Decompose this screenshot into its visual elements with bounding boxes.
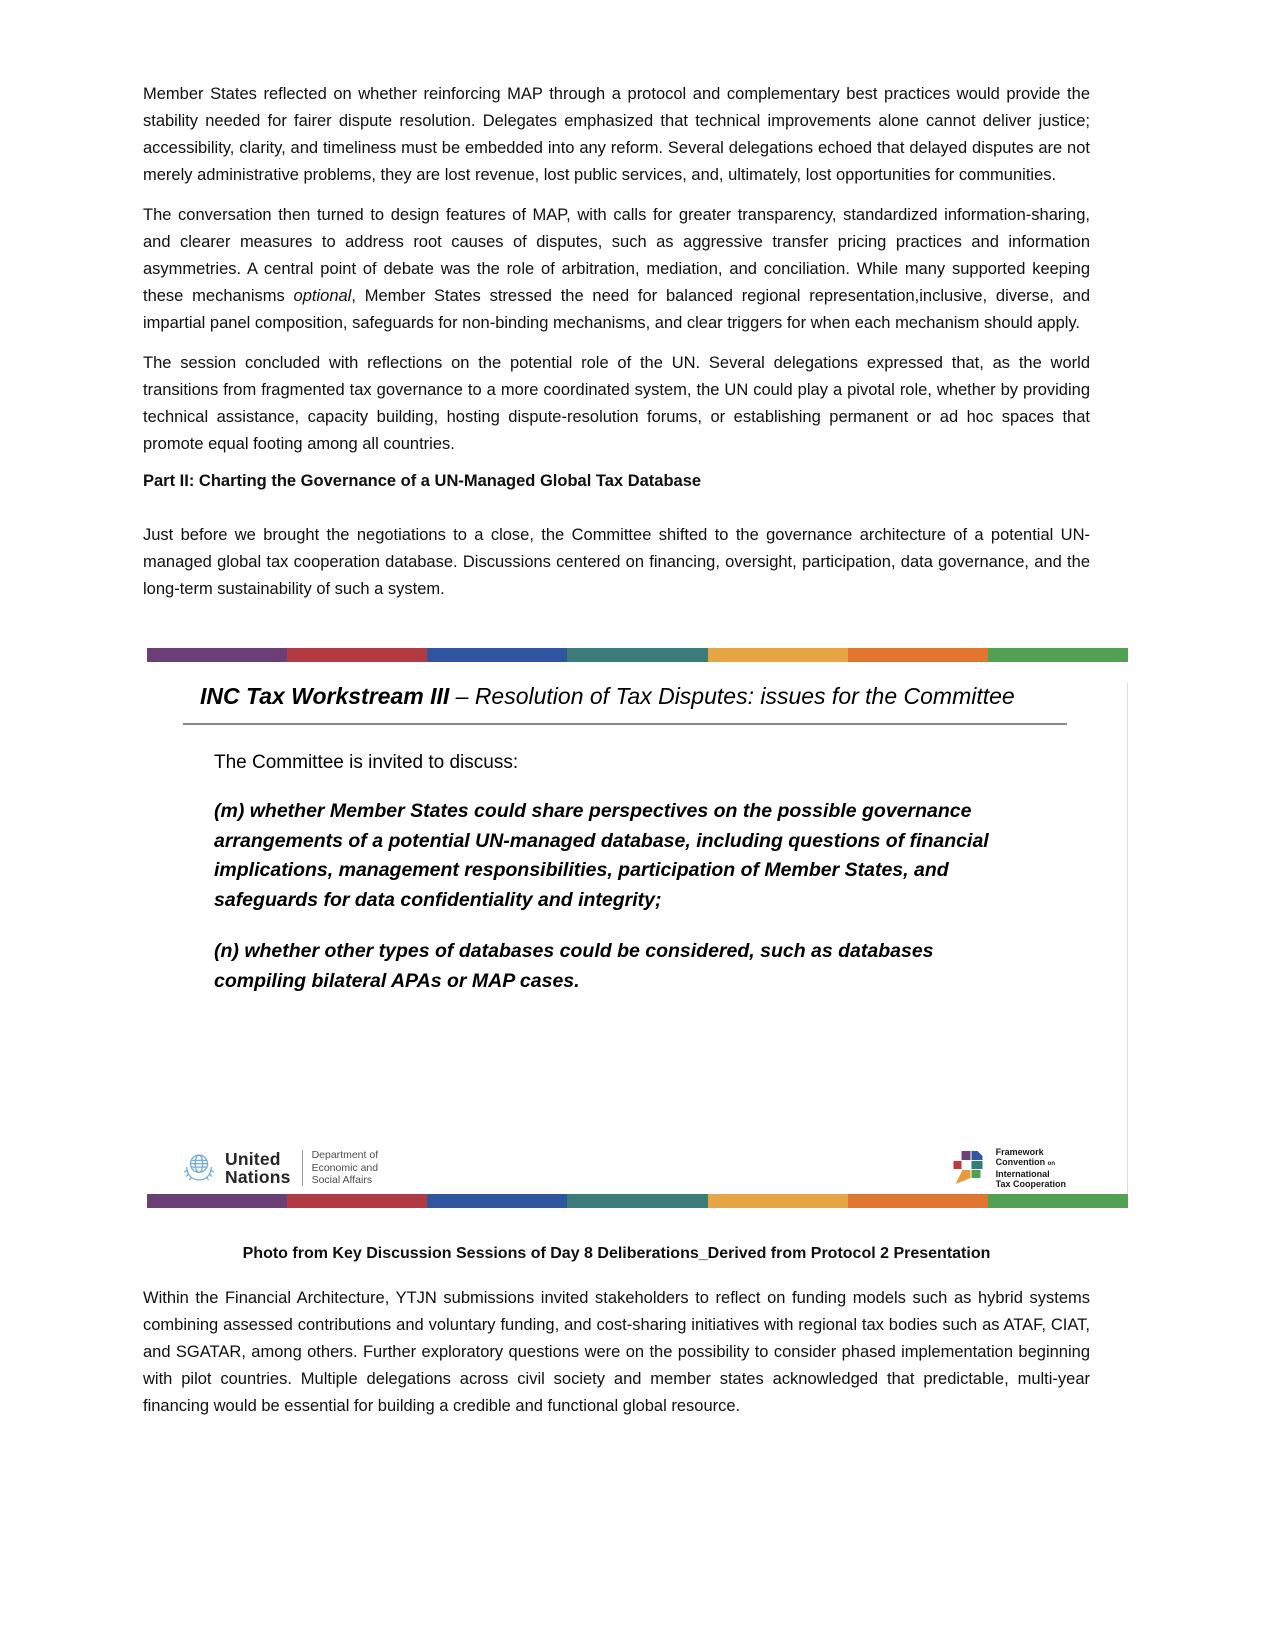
slide-title — [200, 683, 1127, 710]
un-logo — [180, 1149, 378, 1187]
paragraph-un-role: The session concluded with reflections on the potential role of the UN. Several delegations expressed that, as the world transitions from fragmented tax governance to a more coordinated system, the UN could play a pivotal role, whether by providing technical assistance, capacity building, hosting dispute-resolution forums, or establishing permanent or ad hoc spaces that promote equal footing among all countries. — [143, 354, 1090, 453]
fc-text-convention: Convention — [995, 1157, 1046, 1167]
slide-intro-text: The Committee is invited to discuss: — [214, 752, 519, 773]
fc-text-on: on — [1047, 1161, 1056, 1167]
slide-title-rest: – Resolution of Tax Disputes: issues for the Committee — [449, 683, 1015, 709]
un-dept-line3: Social Affairs — [311, 1174, 373, 1187]
photo-caption: Photo from Key Discussion Sessions of Day 8 Deliberations_Derived from Protocol 2 Presentation — [242, 1245, 991, 1262]
paragraph-map-design-features — [143, 202, 1090, 337]
framework-convention-logo — [951, 1147, 1066, 1189]
slide-title-bold: INC Tax Workstream III — [200, 683, 450, 709]
slide-content — [147, 683, 1128, 1194]
slide-bottom-stripe — [147, 1194, 1128, 1208]
fc-text-line2 — [996, 1157, 1066, 1169]
section-heading-part2: Part II: Charting the Governance of a UN-Managed Global Tax Database — [143, 472, 702, 490]
optional-italic-word: optional — [293, 287, 352, 305]
slide-title-rule — [183, 723, 1067, 725]
slide-logos-row — [180, 1147, 1066, 1189]
slide-item-m: (m) whether Member States could share perspectives on the possible governance arrangements of a potential UN-managed database, including questions of financial implications, management responsibilities, participation of Member States, and safeguards for data confidentiality and integrity; — [214, 800, 989, 911]
fc-text-line1: Framework — [995, 1147, 1044, 1157]
un-logo-wordmark — [225, 1150, 291, 1186]
paragraph-map-design-text-end: , Member States stressed the need for balanced regional representation,inclusive, diverse, and impartial panel composition, safeguards for non-binding mechanisms, and clear triggers for when each mechanism should apply. — [143, 287, 1090, 332]
un-dept-text — [312, 1149, 379, 1187]
fc-logo-text — [996, 1147, 1066, 1189]
paragraph-map-design-text-start: The conversation then turned to design features of MAP, with calls for greater transparency, standardized information-sharing, and clearer measures to address root causes of disputes, such as aggressive transfer pricing practices and information asymmetries. A central point of debate was the role of arbitration, mediation, and conciliation. While many supported keeping these mechanisms — [143, 206, 1090, 305]
fc-text-line4: Tax Cooperation — [995, 1179, 1066, 1189]
un-dept-line1: Department of — [311, 1149, 379, 1162]
slide-top-stripe — [147, 648, 1128, 662]
fc-text-line3: International — [995, 1169, 1050, 1179]
embedded-slide-image — [147, 648, 1128, 1208]
paragraph-financial-architecture: Within the Financial Architecture, YTJN submissions invited stakeholders to reflect on funding models such as hybrid systems combining assessed contributions and voluntary funding, and cost-sharing initiatives with regional tax bodies such as ATAF, CIAT, and SGATAR, among others. Further exploratory questions were on the possibility to consider phased implementation beginning with pilot countries. Multiple delegations across civil society and member states acknowledged that predictable, multi-year financing would be essential for building a credible and functional global resource. — [143, 1289, 1090, 1415]
un-emblem-icon — [180, 1149, 218, 1187]
fc-cube-icon — [951, 1149, 988, 1187]
paragraph-map-reform: Member States reflected on whether reinforcing MAP through a protocol and complementary best practices would provide the stability needed for fairer dispute resolution. Delegates emphasized that technical improvements alone cannot deliver justice; accessibility, clarity, and timeliness must be embedded into any reform. Several delegations echoed that delayed disputes are not merely administrative problems, they are lost revenue, lost public services, and, ultimately, lost opportunities for communities. — [143, 85, 1090, 184]
paragraph-governance-intro: Just before we brought the negotiations to a close, the Committee shifted to the governance architecture of a potential UN-managed global tax cooperation database. Discussions centered on financing, oversight, participation, data governance, and the long-term sustainability of such a system. — [143, 526, 1090, 598]
un-wordmark-line1: United — [225, 1149, 281, 1169]
slide-item-n: (n) whether other types of databases could be considered, such as databases compiling bilateral APAs or MAP cases. — [214, 940, 934, 992]
un-wordmark-line2: Nations — [225, 1167, 291, 1187]
un-dept-line2: Economic and — [311, 1161, 379, 1174]
un-logo-divider — [302, 1150, 303, 1186]
